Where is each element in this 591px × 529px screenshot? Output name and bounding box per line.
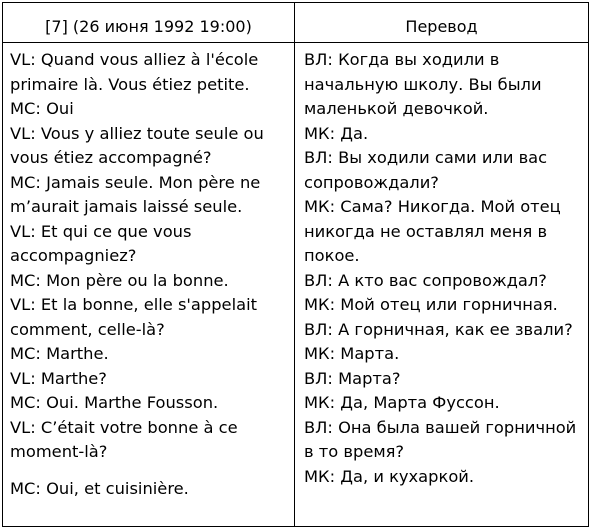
original-line: VL: Quand vous alliez à l'école: [10, 50, 259, 69]
original-line: primaire là. Vous étiez petite.: [10, 74, 250, 94]
original-line: VL: Marthe?: [10, 368, 107, 388]
original-line: MC: Oui. Marthe Fousson.: [10, 393, 219, 412]
original-column: [3, 43, 295, 526]
original-line: m’aurait jamais laissé seule.: [10, 197, 243, 216]
header-translation: [295, 3, 588, 43]
translation-line: в то время?: [304, 442, 405, 461]
original-line: vous étiez accompagné?: [10, 148, 212, 167]
original-line: VL: Et la bonne, elle s'appelait: [10, 295, 257, 314]
translation-line: маленькой девочкой.: [304, 99, 489, 118]
original-line: VL: Et qui ce que vous: [10, 221, 192, 241]
translation-line: сопровождали?: [304, 172, 439, 192]
original-line: MC: Marthe.: [10, 344, 109, 363]
header-translation-text: Перевод: [405, 16, 478, 36]
translation-line: ВЛ: Когда вы ходили в: [304, 50, 500, 69]
translation-line: покое.: [304, 246, 360, 265]
original-line: accompagniez?: [10, 246, 137, 265]
original-line: moment-là?: [10, 442, 108, 461]
original-line: MC: Oui: [10, 99, 74, 118]
translation-line: ВЛ: Вы ходили сами или вас: [304, 148, 548, 167]
translation-line: МК: Да, и кухаркой.: [304, 466, 475, 486]
header-original: [3, 3, 295, 43]
translation-column: [295, 43, 588, 526]
original-line: MC: Jamais seule. Mon père ne: [10, 172, 261, 192]
translation-line: ВЛ: Она была вашей горничной: [304, 417, 577, 437]
translation-line: МК: Да.: [304, 123, 369, 143]
translation-line: МК: Мой отец или горничная.: [304, 295, 558, 314]
translation-line: МК: Да, Марта Фуссон.: [304, 393, 500, 412]
original-line: VL: Vous y alliez toute seule ou: [10, 123, 264, 143]
translation-line: никогда не оставлял меня в: [304, 221, 548, 241]
translation-line: ВЛ: Марта?: [304, 368, 401, 388]
header-original-text: [7] (26 июня 1992 19:00): [45, 16, 252, 36]
translation-line: МК: Марта.: [304, 344, 400, 363]
original-line: MC: Mon père ou la bonne.: [10, 270, 229, 290]
original-line: VL: C’était votre bonne à ce: [10, 417, 238, 437]
transcript-table: [2, 2, 589, 527]
original-line: MC: Oui, et cuisinière.: [10, 478, 189, 498]
translation-line: начальную школу. Вы были: [304, 74, 542, 94]
original-line: comment, celle-là?: [10, 319, 165, 339]
translation-line: ВЛ: А кто вас сопровождал?: [304, 270, 547, 290]
translation-line: МК: Сама? Никогда. Мой отец: [304, 197, 561, 216]
translation-line: ВЛ: А горничная, как ее звали?: [304, 319, 573, 339]
paragraph-gap: [10, 465, 288, 477]
